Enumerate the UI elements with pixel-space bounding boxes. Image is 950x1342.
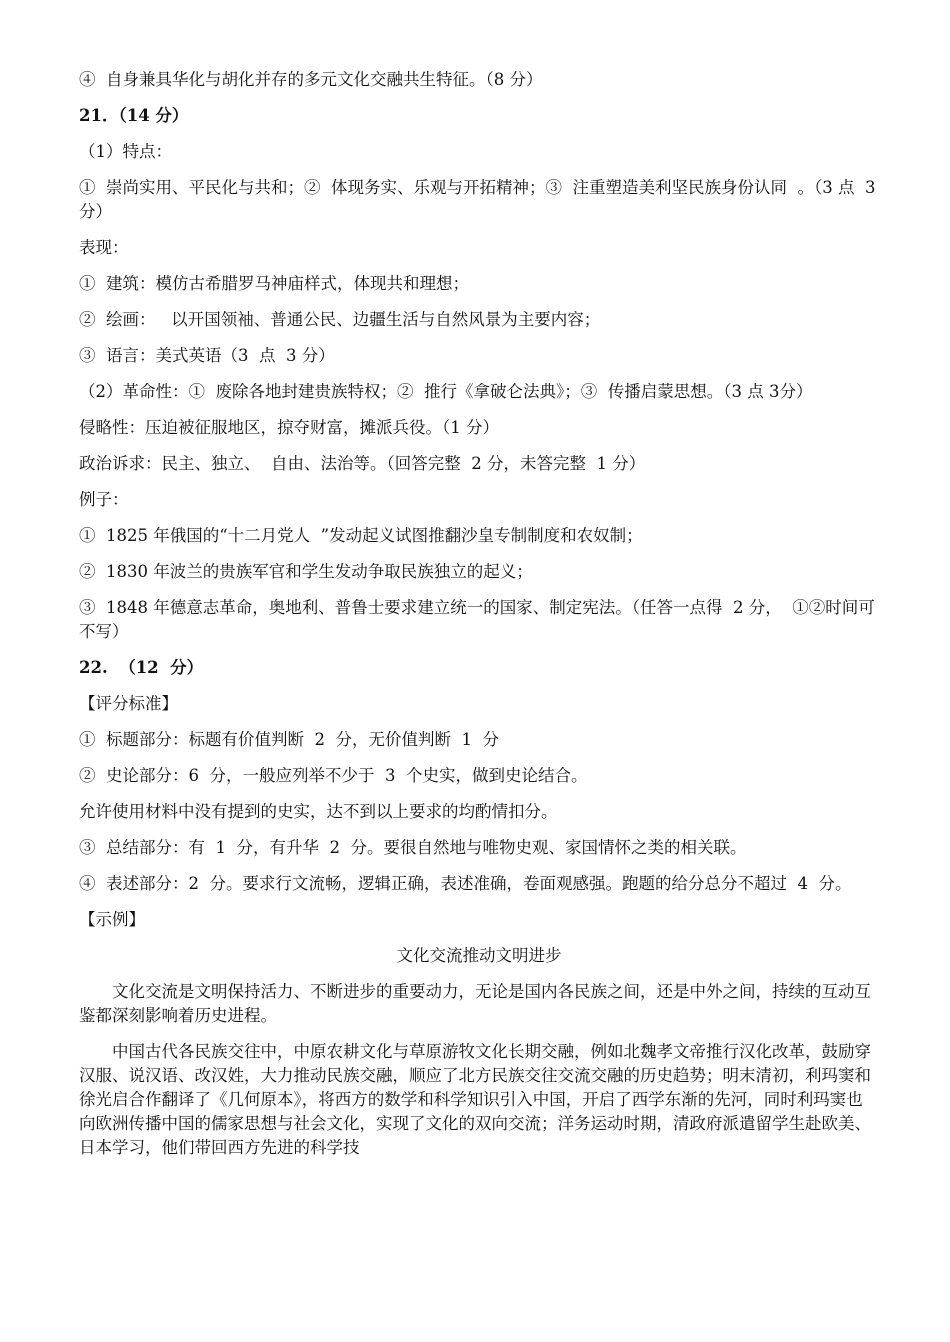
q21-architecture: ① 建筑：模仿古希腊罗马神庙样式，体现共和理想； <box>79 274 469 293</box>
q21-aggressive: 侵略性：压迫被征服地区，掠夺财富，摊派兵役。（1 分） <box>79 418 499 437</box>
q21-part1-label: （1）特点： <box>79 142 172 161</box>
q21-example-1825: ① 1825 年俄国的“十二月党人 ”发动起义试图推翻沙皇专制制度和农奴制； <box>79 526 643 545</box>
q21-part2-revolutionary: （2）革命性：① 废除各地封建贵族特权；② 推行《拿破仑法典》；③ 传播启蒙思想。（3 点 3分） <box>79 382 813 401</box>
q21-example-1848: ③ 1848 年德意志革命，奥地利、普鲁士要求建立统一的国家、制定宪法。（任答一点得 2 分， ①②时间可不写） <box>79 598 875 641</box>
q22-criteria-label: 【评分标准】 <box>79 694 178 713</box>
q22-criteria-summary: ③ 总结部分：有 1 分，有升华 2 分。要很自然地与唯物史观、家国情怀之类的相关联。 <box>79 838 747 857</box>
q22-criteria-allowance: 允许使用材料中没有提到的史实，达不到以上要求的均酌情扣分。 <box>79 802 558 821</box>
q22-criteria-expression: ④ 表述部分：2 分。要求行文流畅，逻辑正确，表述准确，卷面观感强。跑题的给分总分不超过 4 分。 <box>79 874 852 893</box>
answer-document <box>79 68 882 1160</box>
q21-features: ① 崇尚实用、平民化与共和；② 体现务实、乐观与开拓精神；③ 注重塑造美利坚民族身份认同 。（3 点 3 分） <box>79 178 881 221</box>
q21-language: ③ 语言：美式英语（3 点 3 分） <box>79 346 335 365</box>
answer-line-20-4: ④ 自身兼具华化与胡化并存的多元文化交融共生特征。（8 分） <box>79 70 543 89</box>
q22-criteria-title: ① 标题部分：标题有价值判断 2 分，无价值判断 1 分 <box>79 730 499 749</box>
essay-paragraph-1: 文化交流是文明保持活力、不断进步的重要动力，无论是国内各民族之间，还是中外之间，持续的互动互鉴都深刻影响着历史进程。 <box>79 982 871 1025</box>
q22-example-label: 【示例】 <box>79 910 145 929</box>
q21-painting: ② 绘画： 以开国领袖、普通公民、边疆生活与自然风景为主要内容； <box>79 310 601 329</box>
essay-paragraph-2: 中国古代各民族交往中，中原农耕文化与草原游牧文化长期交融，例如北魏孝文帝推行汉化改革，鼓励穿汉服、说汉语、改汉姓，大力推动民族交融，顺应了北方民族交往交流交融的历史趋势；明末清初，利玛窦和徐光启合作翻译了《几何原本》，将西方的数学和科学知识引入中国，开启了西学东渐的先河，同时利玛窦也向欧洲传播中国的儒家思想与社会文化，实现了文化的双向交流；洋务运动时期，清政府派遣留学生赴欧美、 日本学习，他们带回西方先进的科学技 <box>79 1042 882 1157</box>
q22-criteria-argument: ② 史论部分：6 分，一般应列举不少于 3 个史实，做到史论结合。 <box>79 766 588 785</box>
question-21-heading: 21．（14 分） <box>79 106 189 125</box>
question-22-heading: 22. （12 分） <box>79 658 204 677</box>
q21-manifestation-label: 表现： <box>79 238 129 257</box>
essay-title: 文化交流推动文明进步 <box>396 946 562 965</box>
q21-examples-label: 例子： <box>79 490 129 509</box>
q21-example-1830: ② 1830 年波兰的贵族军官和学生发动争取民族独立的起义； <box>79 562 533 581</box>
q21-political-demands: 政治诉求：民主、独立、 自由、法治等。（回答完整 2 分，未答完整 1 分） <box>79 454 646 473</box>
